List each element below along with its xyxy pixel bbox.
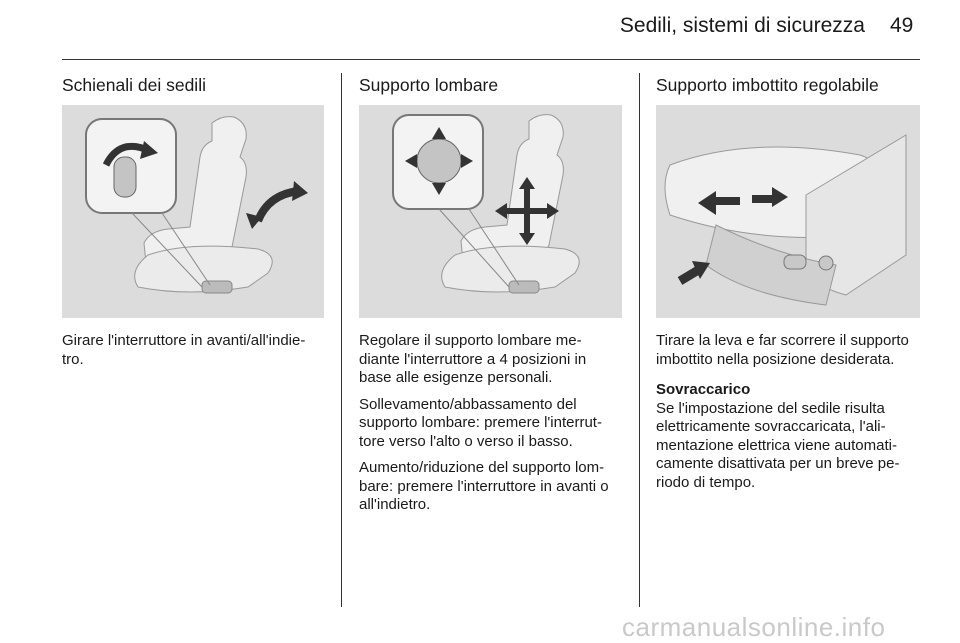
- column-adjustable-cushion: [656, 75, 920, 500]
- paragraph: Sollevamento/abbassamento del supporto lombare: premere l'interrut-tore verso l'alto o verso il basso.: [359, 395, 602, 450]
- cushion-adjust-illustration: [656, 105, 920, 318]
- paragraph: Regolare il supporto lombare me-diante l'interruttore a 4 posizioni in base alle esigenze personali.: [359, 332, 587, 386]
- section-body: [359, 332, 622, 515]
- section-heading: Supporto imbottito regolabile: [656, 75, 879, 95]
- header-title: Sedili, sistemi di sicurezza: [619, 14, 865, 37]
- sub-heading: Sovraccarico: [656, 381, 751, 398]
- paragraph: Girare l'interruttore in avanti/all'indie-tro.: [62, 332, 306, 368]
- paragraph: Tirare la leva e far scorrere il supporto imbottito nella posizione desiderata.: [656, 332, 909, 368]
- lumbar-support-illustration: [359, 105, 622, 318]
- header-divider: [62, 59, 920, 60]
- page-number: 49: [890, 14, 914, 37]
- paragraph: Aumento/riduzione del supporto lom-bare: premere l'interruttore in avanti o all'indietro.: [359, 459, 609, 513]
- section-body: [656, 332, 920, 492]
- section-heading: Supporto lombare: [359, 75, 499, 95]
- column-divider: [341, 73, 342, 607]
- column-seat-backrest: [62, 75, 324, 377]
- paragraph: Se l'impostazione del sedile risulta elettricamente sovraccaricata, l'ali-mentazione elettrica viene automati-camente disattivata per un breve pe-riodo di tempo.: [656, 399, 900, 491]
- column-lumbar-support: [359, 75, 622, 523]
- seat-backrest-illustration: [62, 105, 324, 318]
- section-heading: Schienali dei sedili: [62, 75, 206, 95]
- column-divider: [639, 73, 640, 607]
- watermark: carmanualsonline.info: [622, 612, 886, 642]
- section-body: [62, 332, 324, 369]
